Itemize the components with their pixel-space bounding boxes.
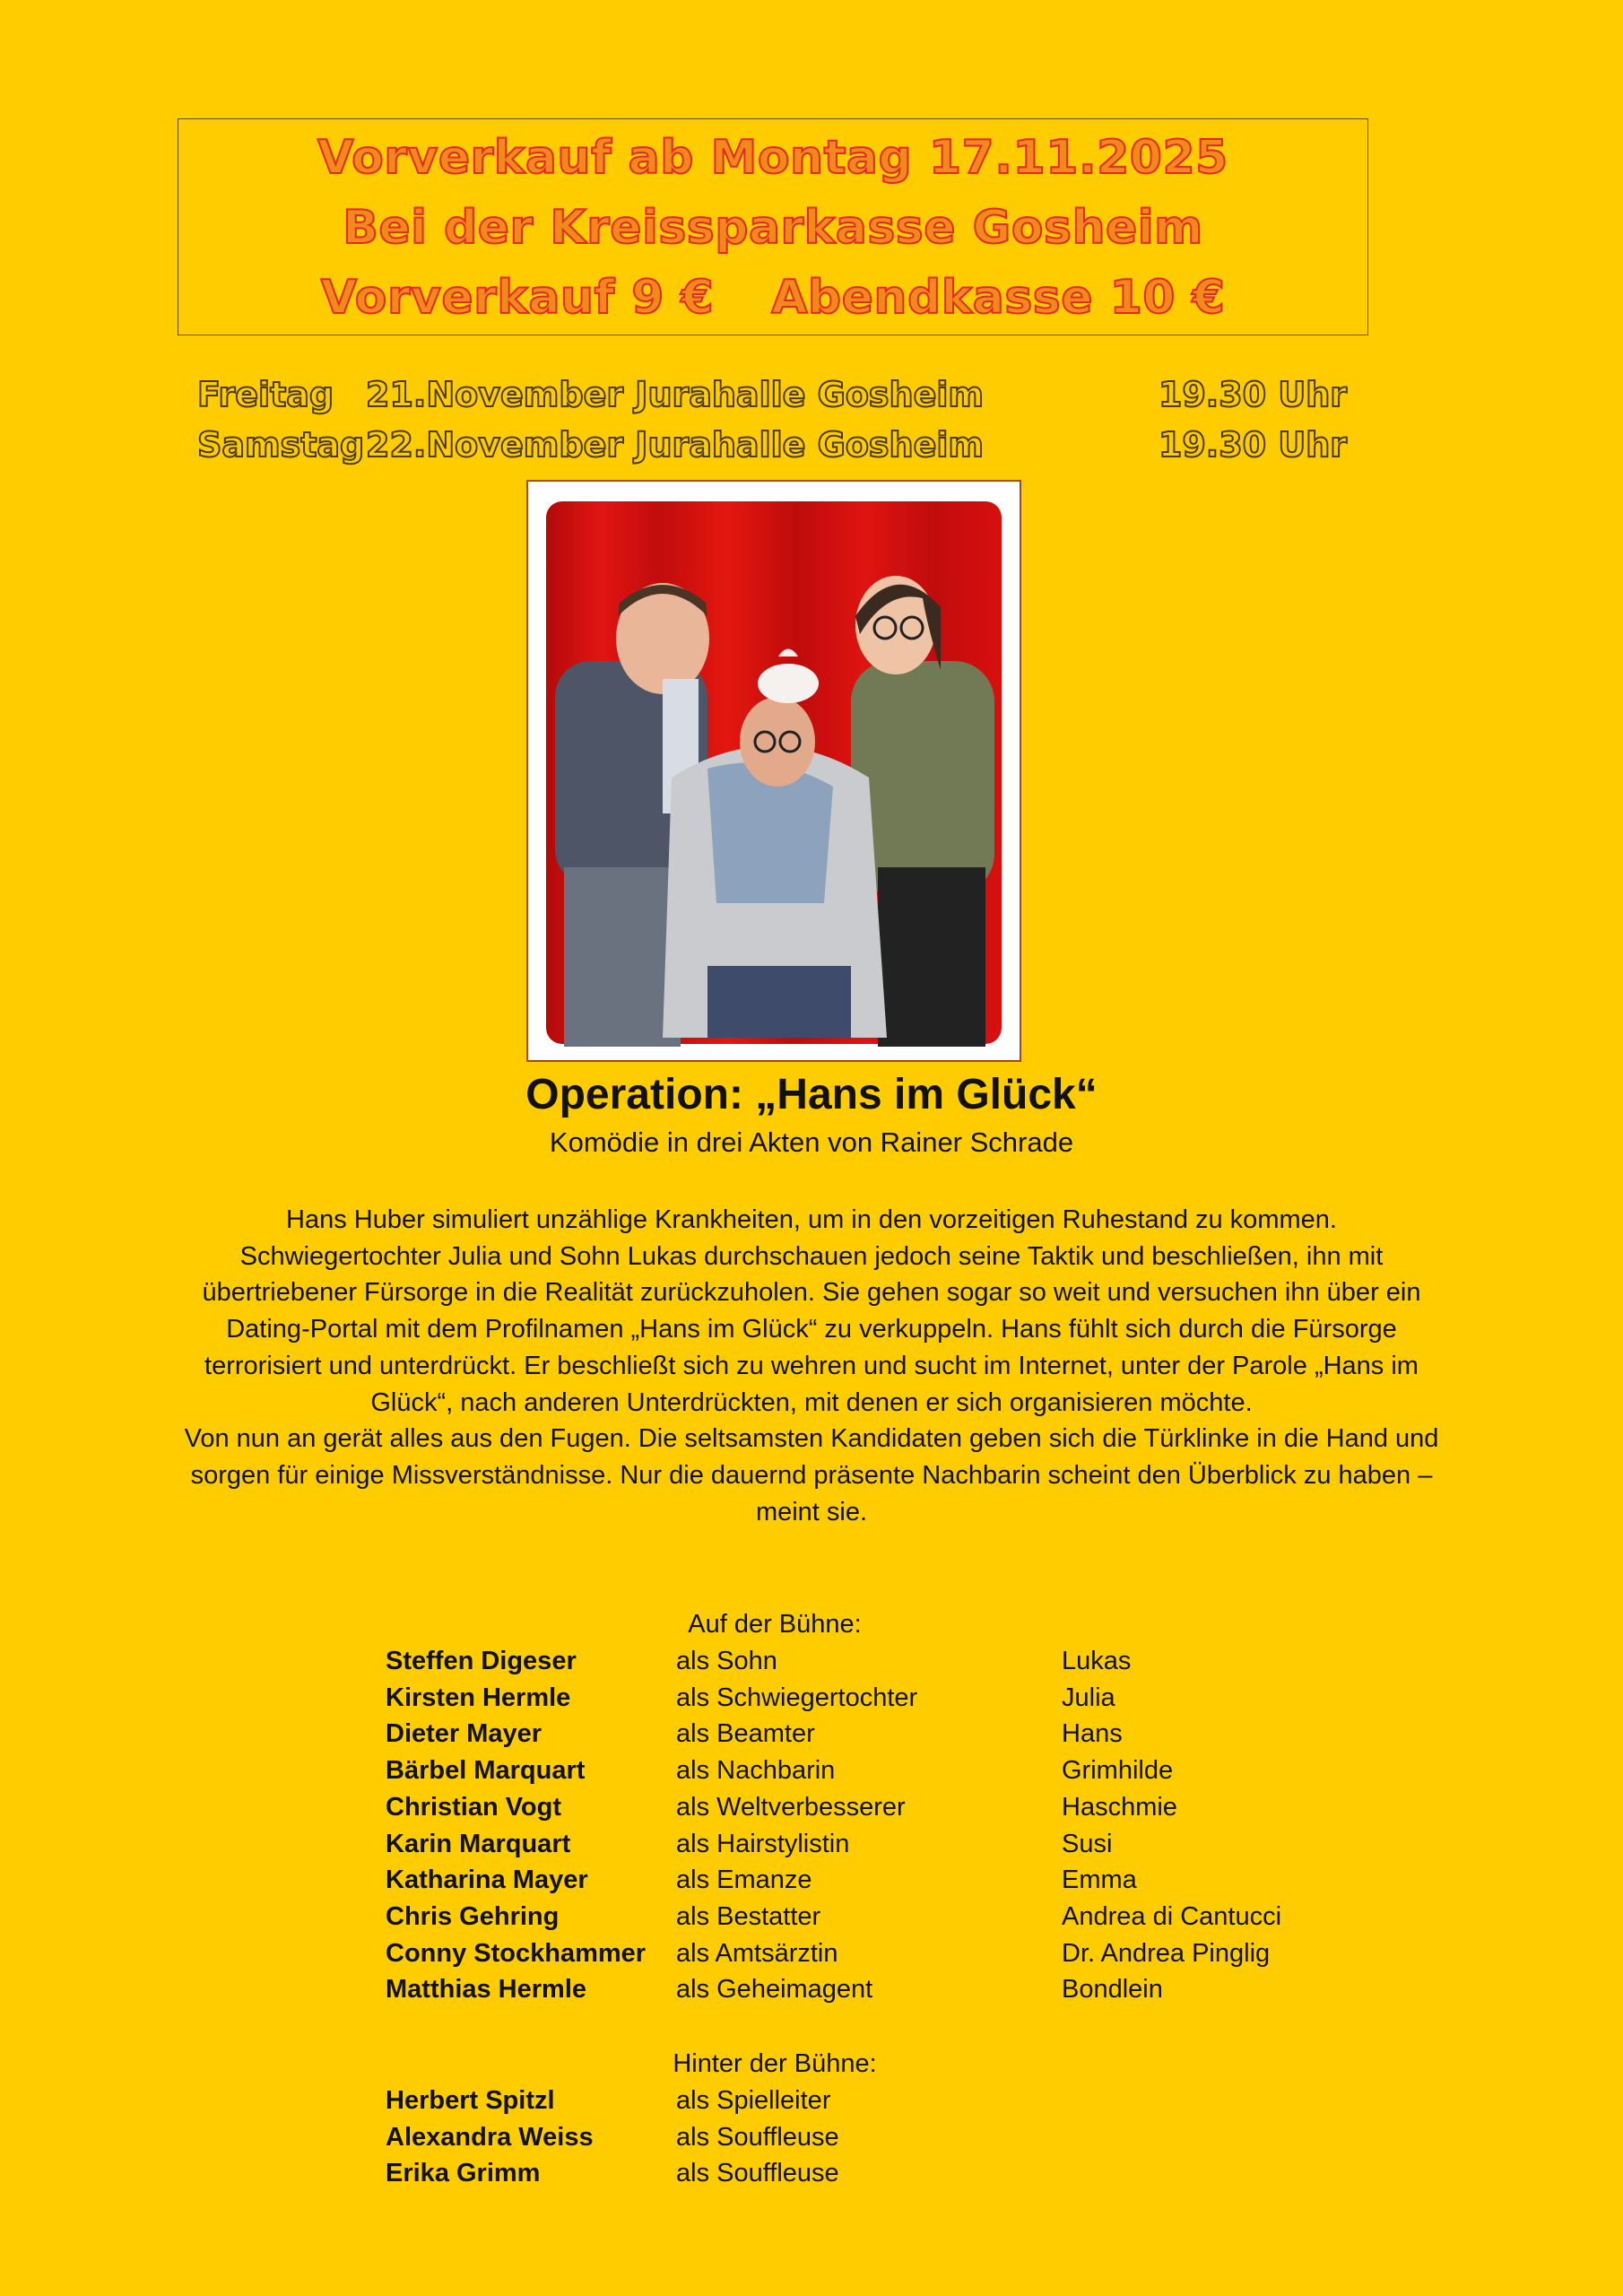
actor-name: Matthias Hermle (386, 1975, 587, 2005)
price-presale: Vorverkauf 9 € (320, 271, 715, 325)
actor-name: Steffen Digeser (386, 1647, 577, 1675)
actor-name: Conny Stockhammer (386, 1938, 647, 1968)
show-time: 19.30 Uhr (1158, 375, 1347, 414)
character-name: Susi (1062, 1829, 1113, 1858)
character-name: Lukas (1062, 1647, 1132, 1675)
cast-row (386, 1752, 1372, 1788)
character-name: Hans (1062, 1719, 1123, 1749)
show-row (197, 375, 1347, 425)
role-description: als Nachbarin (676, 1756, 836, 1786)
cast-row (386, 1826, 1372, 1862)
role-description: als Souffleuse (676, 2122, 839, 2152)
role-description: als Sohn (676, 1647, 777, 1675)
cast-row (386, 1680, 1372, 1716)
role-description: als Geheimagent (676, 1975, 873, 2005)
role-description: als Weltverbesserer (676, 1792, 906, 1822)
character-name: Emma (1062, 1866, 1137, 1895)
play-subtitle: Komödie in drei Akten von Rainer Schrade (549, 1126, 1074, 1158)
cast-row (386, 1971, 1372, 2007)
actor-name: Katharina Mayer (386, 1866, 588, 1895)
crew-row (386, 2155, 1372, 2191)
role-description: als Bestatter (676, 1901, 821, 1931)
character-name: Andrea di Cantucci (1062, 1901, 1282, 1931)
price-line (178, 263, 1367, 333)
actor-name: Alexandra Weiss (386, 2122, 594, 2152)
actor-name: Herbert Spitzl (386, 2086, 555, 2115)
crew-heading: Hinter der Bühne: (673, 2049, 877, 2078)
role-description: als Schwiegertochter (676, 1683, 918, 1712)
character-name: Haschmie (1062, 1792, 1177, 1822)
role-description: als Beamter (676, 1719, 815, 1749)
cast-row (386, 1862, 1372, 1898)
actor-name: Dieter Mayer (386, 1719, 542, 1749)
show-time: 19.30 Uhr (1158, 425, 1347, 465)
actor-name: Kirsten Hermle (386, 1683, 571, 1712)
actor-name: Bärbel Marquart (386, 1756, 586, 1786)
actor-name: Chris Gehring (386, 1901, 560, 1931)
character-name: Grimhilde (1062, 1756, 1174, 1786)
crew-row (386, 2083, 1372, 2118)
character-name: Bondlein (1062, 1975, 1163, 2005)
cast-photo-illustration (528, 482, 1020, 1060)
show-row (197, 425, 1347, 475)
role-description: als Souffleuse (676, 2159, 839, 2188)
cast-photo (526, 480, 1021, 1062)
actor-name: Erika Grimm (386, 2159, 541, 2188)
role-description: als Amtsärztin (676, 1938, 838, 1968)
show-day: Samstag (197, 425, 365, 465)
character-name: Julia (1062, 1683, 1115, 1712)
synopsis (184, 1202, 1439, 1530)
cast-heading: Auf der Bühne: (688, 1610, 862, 1639)
show-date-venue: 22.November Jurahalle Gosheim (366, 425, 984, 465)
role-description: als Hairstylistin (676, 1829, 850, 1858)
synopsis-paragraph: Hans Huber simuliert unzählige Krankheiten, um in den vorzeitigen Ruhestand zu kommen. Schwiegertochter Julia und Sohn Lukas durchschauen jedoch seine Taktik und beschließen, ihn mit übertriebener Fürsorge in die Realität zurückzuholen. Sie gehen sogar so weit und versuchen ihn über ein Dating-Portal mit dem Profilnamen „Hans im Glück“ zu verkuppeln. Hans fühlt sich durch die Fürsorge terrorisiert und unterdrückt. Er beschließt sich zu wehren und sucht im Internet, unter der Parole „Hans im Glück“, nach anderen Unterdrückten, mit denen er sich organisieren möchte. (202, 1205, 1421, 1417)
show-date-venue: 21.November Jurahalle Gosheim (366, 375, 984, 414)
role-description: als Spielleiter (676, 2086, 831, 2115)
cast-row (386, 1789, 1372, 1825)
role-description: als Emanze (676, 1866, 812, 1895)
cast-row (386, 1935, 1372, 1971)
cast-row (386, 1716, 1372, 1752)
presale-location-line: Bei der Kreissparkasse Gosheim (343, 201, 1203, 255)
cast-row (386, 1899, 1372, 1935)
show-day: Freitag (197, 375, 334, 414)
presale-box (178, 118, 1368, 335)
price-box-office: Abendkasse 10 € (771, 271, 1226, 325)
synopsis-paragraph: Von nun an gerät alles aus den Fugen. Die seltsamsten Kandidaten geben sich die Türklinke in die Hand und sorgen für einige Missverständnisse. Nur die dauernd präsente Nachbarin scheint den Überblick zu haben – meint sie. (184, 1424, 1439, 1526)
character-name: Dr. Andrea Pinglig (1062, 1938, 1271, 1968)
actor-name: Karin Marquart (386, 1829, 571, 1858)
play-title: Operation: „Hans im Glück“ (525, 1071, 1098, 1118)
actor-name: Christian Vogt (386, 1792, 562, 1822)
presale-date-line: Vorverkauf ab Montag 17.11.2025 (317, 131, 1228, 185)
crew-row (386, 2119, 1372, 2155)
cast-row (386, 1643, 1372, 1679)
